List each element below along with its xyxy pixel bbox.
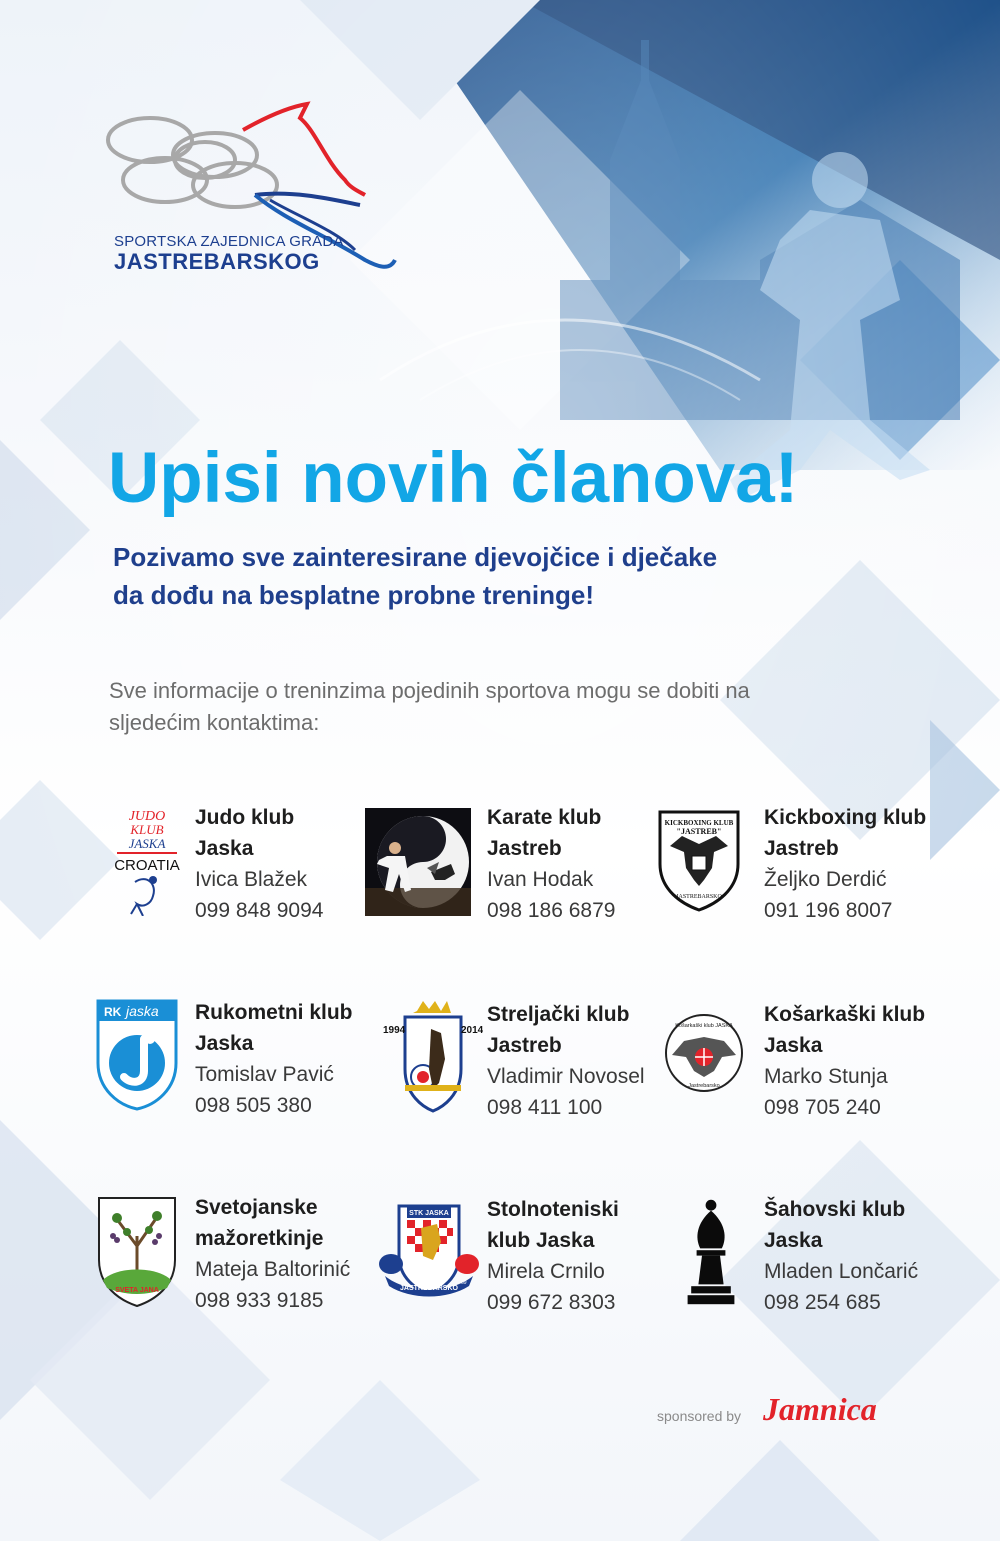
info-line1: Sve informacije o treninzima pojedinih sportova mogu se dobiti na — [109, 678, 750, 703]
subheadline-line1: Pozivamo sve zainteresirane djevojčice i dječake — [113, 542, 718, 572]
info-text — [109, 675, 849, 739]
svetojanske-logo-text: SVETA JANA — [115, 1287, 159, 1294]
sponsor-logo: Jamnica — [763, 1391, 877, 1427]
club-name-line2: Jaska — [195, 1032, 254, 1055]
club-name-line1: Šahovski klub — [764, 1198, 906, 1221]
svetojanske-mazoretkinje-logo — [97, 1196, 177, 1308]
chess-bishop-icon — [684, 1194, 738, 1310]
club-name-line2: Jastreb — [487, 837, 562, 860]
streljacki-klub-text — [487, 999, 645, 1123]
kickboxing-klub-text — [764, 802, 926, 926]
contact-phone: 099 672 8303 — [487, 1291, 616, 1314]
contact-phone: 091 196 8007 — [764, 899, 893, 922]
organization-name-line2: JASTREBARSKOG — [114, 249, 320, 274]
rukometni-logo-text-2: jaska — [126, 1003, 159, 1019]
streljacki-logo-text-2: 2014 — [461, 1025, 483, 1036]
contact-person: Ivan Hodak — [487, 868, 594, 891]
subheadline — [113, 538, 873, 614]
sahovski-klub-text — [764, 1194, 918, 1318]
stolnoteniski-logo-text-1: STK JASKA — [409, 1210, 449, 1217]
contact-person: Mirela Crnilo — [487, 1260, 605, 1283]
contact-person: Mladen Lončarić — [764, 1260, 919, 1283]
club-name-line1: Streljački klub — [487, 1003, 630, 1026]
contact-person: Ivica Blažek — [195, 868, 308, 891]
headline: Upisi novih članova! — [108, 439, 799, 518]
club-name-line1: Svetojanske — [195, 1196, 318, 1219]
club-name-line2: Jastreb — [764, 837, 839, 860]
contact-phone: 099 848 9094 — [195, 899, 324, 922]
club-name-line1: Karate klub — [487, 806, 602, 829]
rukometni-logo-text-1: RK — [104, 1005, 122, 1019]
sponsored-by-label: sponsored by — [657, 1408, 742, 1424]
judo-logo-text-4: CROATIA — [114, 857, 180, 874]
contact-phone: 098 186 6879 — [487, 899, 616, 922]
club-name-line1: Stolnoteniski — [487, 1198, 619, 1221]
kickboxing-klub-logo — [656, 806, 742, 912]
judo-logo-text-3: JASKA — [128, 836, 166, 851]
svetojanske-text — [195, 1192, 350, 1316]
contact-phone: 098 505 380 — [195, 1094, 312, 1117]
karate-klub-logo — [365, 808, 471, 916]
kickboxing-logo-text-1: KICKBOXING KLUB — [664, 819, 734, 827]
club-name-line1: Rukometni klub — [195, 1001, 353, 1024]
kosarkaski-klub-text — [764, 999, 925, 1123]
club-name-line2: Jastreb — [487, 1034, 562, 1057]
judo-logo-text-2: KLUB — [130, 822, 164, 837]
judo-klub-logo — [107, 804, 189, 916]
club-name-line1: Košarkaški klub — [764, 1003, 926, 1026]
kosarkaski-klub-logo — [662, 1005, 746, 1101]
club-name-line2: Jaska — [764, 1229, 823, 1252]
contact-person: Željko Derdić — [764, 868, 887, 891]
club-name-line1: Judo klub — [195, 806, 295, 829]
contact-person: Marko Stunja — [764, 1065, 888, 1088]
streljacki-klub-logo — [383, 999, 483, 1115]
contact-person: Mateja Baltorinić — [195, 1258, 351, 1281]
stolnoteniski-logo-text-3: 69 — [461, 1280, 467, 1286]
judo-logo-text-1: JUDO — [128, 809, 166, 824]
judo-klub-text — [195, 802, 323, 926]
stolnoteniski-klub-logo — [377, 1198, 481, 1302]
club-name-line2: Jaska — [764, 1034, 823, 1057]
contact-person: Vladimir Novosel — [487, 1065, 645, 1088]
contact-person: Tomislav Pavić — [195, 1063, 334, 1086]
kosarkaski-logo-text-2: Jastrebarsko — [688, 1083, 720, 1089]
contact-phone: 098 933 9185 — [195, 1289, 324, 1312]
info-line2: sljedećim kontaktima: — [109, 710, 320, 735]
contact-phone: 098 705 240 — [764, 1096, 881, 1119]
club-name-line2: klub Jaska — [487, 1229, 595, 1252]
karate-klub-text — [487, 802, 615, 926]
contact-phone: 098 254 685 — [764, 1291, 881, 1314]
kickboxing-logo-text-2: "JASTREB" — [676, 827, 722, 836]
subheadline-line2: da dođu na besplatne probne treninge! — [113, 580, 595, 610]
club-name-line1: Kickboxing klub — [764, 806, 927, 829]
rukometni-klub-logo — [94, 999, 180, 1111]
stolnoteniski-logo-text-2: JASTREBARSKO — [400, 1285, 458, 1292]
kickboxing-logo-text-3: JASTREBARSKO — [676, 894, 722, 900]
club-name-line2: Jaska — [195, 837, 254, 860]
kosarkaski-logo-text-1: Košarkaški klub JASKA — [675, 1023, 733, 1029]
stolnoteniski-klub-text — [487, 1194, 619, 1318]
streljacki-logo-text-1: 1994 — [383, 1025, 406, 1036]
club-name-line2: mažoretkinje — [195, 1227, 324, 1250]
rukometni-klub-text — [195, 997, 353, 1121]
organization-name-line1: SPORTSKA ZAJEDNICA GRADA — [114, 233, 344, 250]
contact-phone: 098 411 100 — [487, 1096, 603, 1119]
